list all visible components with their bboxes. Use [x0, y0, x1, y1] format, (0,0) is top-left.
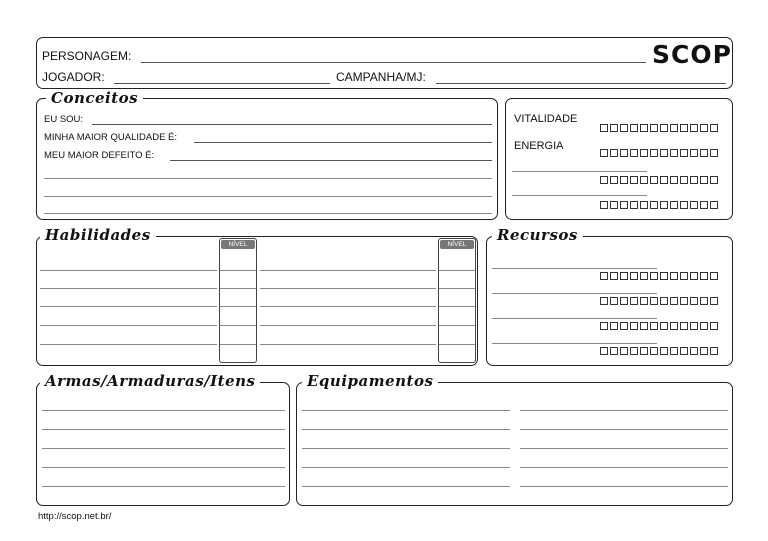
vitalidade-label: VITALIDADE: [514, 113, 578, 125]
tracker-square[interactable]: [630, 149, 638, 157]
personagem-field[interactable]: [141, 62, 646, 63]
tracker-square[interactable]: [650, 124, 658, 132]
recursos-line[interactable]: [492, 268, 657, 269]
jogador-label: JOGADOR:: [42, 70, 105, 84]
tracker-square[interactable]: [670, 201, 678, 209]
tracker-square[interactable]: [670, 322, 678, 330]
write-line[interactable]: [40, 306, 217, 307]
conceitos-extra-line[interactable]: [44, 196, 492, 197]
tracker-square[interactable]: [670, 149, 678, 157]
tracker-square[interactable]: [640, 347, 648, 355]
tracker-square[interactable]: [600, 322, 608, 330]
tracker-square[interactable]: [660, 297, 668, 305]
status-boxes-4[interactable]: [600, 201, 718, 209]
tracker-square[interactable]: [630, 272, 638, 280]
tracker-square[interactable]: [630, 322, 638, 330]
write-line[interactable]: [260, 306, 436, 307]
write-line[interactable]: [40, 270, 217, 271]
tracker-square[interactable]: [690, 176, 698, 184]
habilidades-title: Habilidades: [40, 227, 156, 243]
write-line[interactable]: [439, 306, 475, 307]
tracker-square[interactable]: [650, 322, 658, 330]
write-line[interactable]: [260, 288, 436, 289]
tracker-square[interactable]: [640, 201, 648, 209]
tracker-square[interactable]: [630, 124, 638, 132]
tracker-square[interactable]: [670, 272, 678, 280]
write-line[interactable]: [302, 486, 510, 487]
qualidade-label: MINHA MAIOR QUALIDADE É:: [44, 132, 178, 143]
tracker-square[interactable]: [630, 201, 638, 209]
tracker-square[interactable]: [610, 347, 618, 355]
tracker-square[interactable]: [680, 347, 688, 355]
write-line[interactable]: [220, 306, 256, 307]
footer-url[interactable]: http://scop.net.br/: [38, 511, 112, 522]
tracker-square[interactable]: [640, 176, 648, 184]
tracker-square[interactable]: [620, 124, 628, 132]
tracker-square[interactable]: [700, 272, 708, 280]
tracker-square[interactable]: [690, 347, 698, 355]
tracker-square[interactable]: [610, 322, 618, 330]
tracker-square[interactable]: [600, 201, 608, 209]
write-line[interactable]: [260, 270, 436, 271]
recursos-line[interactable]: [492, 318, 657, 319]
armas-box: [36, 382, 290, 506]
tracker-square[interactable]: [700, 322, 708, 330]
tracker-square[interactable]: [680, 149, 688, 157]
tracker-square[interactable]: [680, 176, 688, 184]
tracker-square[interactable]: [710, 297, 718, 305]
scop-logo: SCOP: [652, 40, 732, 69]
write-line[interactable]: [40, 325, 217, 326]
tracker-square[interactable]: [640, 297, 648, 305]
write-line[interactable]: [42, 467, 285, 468]
status-line: [512, 171, 647, 172]
tracker-square[interactable]: [620, 297, 628, 305]
equipamentos-box: [296, 382, 733, 506]
tracker-square[interactable]: [630, 176, 638, 184]
tracker-square[interactable]: [630, 297, 638, 305]
tracker-square[interactable]: [710, 124, 718, 132]
recursos-boxes-4[interactable]: [600, 347, 718, 355]
write-line[interactable]: [439, 288, 475, 289]
write-line[interactable]: [439, 325, 475, 326]
write-line[interactable]: [220, 325, 256, 326]
personagem-label: PERSONAGEM:: [42, 49, 132, 63]
write-line[interactable]: [42, 429, 285, 430]
tracker-square[interactable]: [680, 322, 688, 330]
eu-sou-label: EU SOU:: [44, 114, 84, 125]
tracker-square[interactable]: [640, 322, 648, 330]
qualidade-field[interactable]: [194, 142, 492, 143]
write-line[interactable]: [260, 344, 436, 345]
armas-title: Armas/Armaduras/Itens: [40, 373, 260, 389]
tracker-square[interactable]: [610, 272, 618, 280]
write-line[interactable]: [302, 410, 510, 411]
tracker-square[interactable]: [650, 201, 658, 209]
tracker-square[interactable]: [650, 272, 658, 280]
tracker-square[interactable]: [690, 322, 698, 330]
write-line[interactable]: [520, 410, 728, 411]
tracker-square[interactable]: [660, 347, 668, 355]
tracker-square[interactable]: [600, 149, 608, 157]
tracker-square[interactable]: [670, 297, 678, 305]
write-line[interactable]: [42, 448, 285, 449]
tracker-square[interactable]: [670, 124, 678, 132]
write-line[interactable]: [520, 486, 728, 487]
nivel-tag: NÍVEL: [440, 240, 474, 249]
write-line[interactable]: [42, 486, 285, 487]
tracker-square[interactable]: [710, 272, 718, 280]
recursos-boxes-2[interactable]: [600, 297, 718, 305]
tracker-square[interactable]: [690, 149, 698, 157]
tracker-square[interactable]: [670, 176, 678, 184]
write-line[interactable]: [520, 467, 728, 468]
conceitos-extra-line[interactable]: [44, 178, 492, 179]
tracker-square[interactable]: [650, 297, 658, 305]
tracker-square[interactable]: [710, 176, 718, 184]
tracker-square[interactable]: [600, 297, 608, 305]
nivel-tag: NÍVEL: [221, 240, 255, 249]
tracker-square[interactable]: [660, 201, 668, 209]
tracker-square[interactable]: [660, 272, 668, 280]
tracker-square[interactable]: [600, 176, 608, 184]
tracker-square[interactable]: [670, 347, 678, 355]
recursos-line[interactable]: [492, 343, 657, 344]
write-line[interactable]: [520, 448, 728, 449]
tracker-square[interactable]: [660, 322, 668, 330]
conceitos-title: Conceitos: [46, 90, 143, 106]
tracker-square[interactable]: [700, 347, 708, 355]
tracker-square[interactable]: [620, 272, 628, 280]
status-boxes-3[interactable]: [600, 176, 718, 184]
tracker-square[interactable]: [680, 297, 688, 305]
recursos-boxes-3[interactable]: [600, 322, 718, 330]
tracker-square[interactable]: [650, 347, 658, 355]
tracker-square[interactable]: [600, 272, 608, 280]
write-line[interactable]: [302, 429, 510, 430]
tracker-square[interactable]: [640, 124, 648, 132]
tracker-square[interactable]: [640, 272, 648, 280]
tracker-square[interactable]: [710, 322, 718, 330]
eu-sou-field[interactable]: [92, 124, 492, 125]
write-line[interactable]: [40, 288, 217, 289]
tracker-square[interactable]: [610, 176, 618, 184]
write-line[interactable]: [439, 344, 475, 345]
tracker-square[interactable]: [650, 149, 658, 157]
tracker-square[interactable]: [700, 149, 708, 157]
tracker-square[interactable]: [610, 149, 618, 157]
tracker-square[interactable]: [700, 201, 708, 209]
tracker-square[interactable]: [600, 124, 608, 132]
jogador-field[interactable]: [114, 83, 330, 84]
campanha-field[interactable]: [436, 83, 726, 84]
vitalidade-boxes[interactable]: [600, 124, 718, 132]
tracker-square[interactable]: [680, 272, 688, 280]
write-line[interactable]: [220, 288, 256, 289]
tracker-square[interactable]: [690, 124, 698, 132]
tracker-square[interactable]: [620, 347, 628, 355]
tracker-square[interactable]: [690, 297, 698, 305]
write-line[interactable]: [220, 344, 256, 345]
defeito-label: MEU MAIOR DEFEITO É:: [44, 150, 155, 161]
write-line[interactable]: [520, 429, 728, 430]
tracker-square[interactable]: [610, 297, 618, 305]
equipamentos-title: Equipamentos: [302, 373, 438, 389]
write-line[interactable]: [42, 410, 285, 411]
tracker-square[interactable]: [700, 124, 708, 132]
tracker-square[interactable]: [680, 124, 688, 132]
tracker-square[interactable]: [700, 297, 708, 305]
tracker-square[interactable]: [710, 347, 718, 355]
habilidades-box: [36, 236, 478, 366]
write-line[interactable]: [439, 270, 475, 271]
tracker-square[interactable]: [620, 149, 628, 157]
write-line[interactable]: [302, 448, 510, 449]
write-line[interactable]: [40, 344, 217, 345]
recursos-title: Recursos: [492, 227, 583, 243]
tracker-square[interactable]: [620, 322, 628, 330]
tracker-square[interactable]: [610, 124, 618, 132]
write-line[interactable]: [260, 325, 436, 326]
campanha-label: CAMPANHA/MJ:: [336, 70, 426, 84]
energia-label: ENERGIA: [514, 140, 564, 152]
tracker-square[interactable]: [620, 176, 628, 184]
tracker-square[interactable]: [620, 201, 628, 209]
conceitos-extra-line[interactable]: [44, 213, 492, 214]
recursos-line[interactable]: [492, 293, 657, 294]
tracker-square[interactable]: [680, 201, 688, 209]
tracker-square[interactable]: [710, 149, 718, 157]
tracker-square[interactable]: [690, 201, 698, 209]
write-line[interactable]: [302, 467, 510, 468]
tracker-square[interactable]: [660, 149, 668, 157]
write-line[interactable]: [220, 270, 256, 271]
defeito-field[interactable]: [170, 160, 492, 161]
tracker-square[interactable]: [660, 176, 668, 184]
tracker-square[interactable]: [710, 201, 718, 209]
tracker-square[interactable]: [610, 201, 618, 209]
tracker-square[interactable]: [640, 149, 648, 157]
tracker-square[interactable]: [700, 176, 708, 184]
tracker-square[interactable]: [690, 272, 698, 280]
tracker-square[interactable]: [630, 347, 638, 355]
tracker-square[interactable]: [660, 124, 668, 132]
tracker-square[interactable]: [650, 176, 658, 184]
tracker-square[interactable]: [600, 347, 608, 355]
status-line: [512, 195, 647, 196]
recursos-boxes-1[interactable]: [600, 272, 718, 280]
energia-boxes[interactable]: [600, 149, 718, 157]
